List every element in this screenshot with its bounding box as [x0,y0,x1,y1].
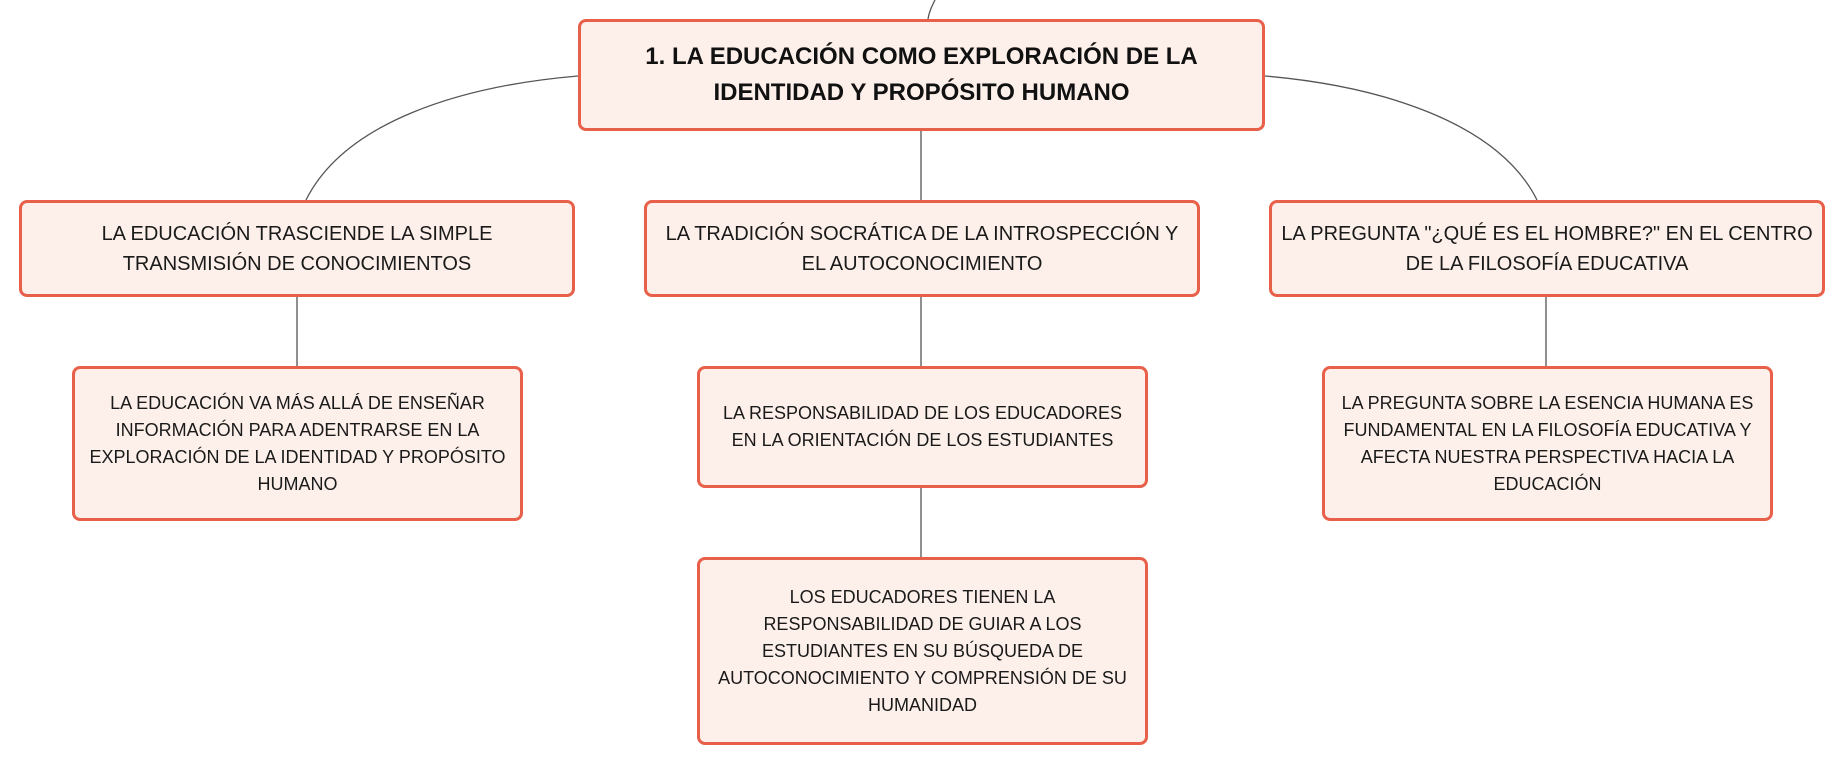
subtopic-label: LA PREGUNTA SOBRE LA ESENCIA HUMANA ES FUNDAMENTAL EN LA FILOSOFÍA EDUCATIVA Y AFECTA NUESTRA PERSPECTIVA HACIA LA EDUCACIÓN [1341,392,1754,494]
branch-label: LA TRADICIÓN SOCRÁTICA DE LA INTROSPECCIÓN Y EL AUTOCONOCIMIENTO [665,222,1179,275]
subtopic-mas-alla-de-ensenar[interactable] [72,366,523,521]
connector-root-left [306,76,578,200]
connector-parent-stub [928,0,935,19]
subtopic-label: LA EDUCACIÓN VA MÁS ALLÁ DE ENSEÑAR INFORMACIÓN PARA ADENTRARSE EN LA EXPLORACIÓN DE LA IDENTIDAD Y PROPÓSITO HUMANO [89,392,506,494]
subtopic-guiar-estudiantes[interactable] [697,557,1148,745]
subtopic-esencia-humana[interactable] [1322,366,1773,521]
connector-root-right [1265,76,1537,200]
branch-label: LA PREGUNTA "¿QUÉ ES EL HOMBRE?" EN EL CENTRO DE LA FILOSOFÍA EDUCATIVA [1281,222,1813,275]
subtopic-label: LOS EDUCADORES TIENEN LA RESPONSABILIDAD DE GUIAR A LOS ESTUDIANTES EN SU BÚSQUEDA DE AUTOCONOCIMIENTO Y COMPRENSIÓN DE SU HUMANIDAD [718,586,1127,715]
root-topic-label: 1. LA EDUCACIÓN COMO EXPLORACIÓN DE LA IDENTIDAD Y PROPÓSITO HUMANO [645,43,1198,106]
branch-que-es-el-hombre[interactable] [1269,200,1825,297]
branch-label: LA EDUCACIÓN TRASCIENDE LA SIMPLE TRANSMISIÓN DE CONOCIMIENTOS [101,222,493,275]
branch-transmision-conocimientos[interactable] [19,200,575,297]
subtopic-label: LA RESPONSABILIDAD DE LOS EDUCADORES EN LA ORIENTACIÓN DE LOS ESTUDIANTES [722,403,1123,450]
subtopic-responsabilidad-educadores[interactable] [697,366,1148,488]
root-topic[interactable] [578,19,1265,131]
branch-tradicion-socratica[interactable] [644,200,1200,297]
